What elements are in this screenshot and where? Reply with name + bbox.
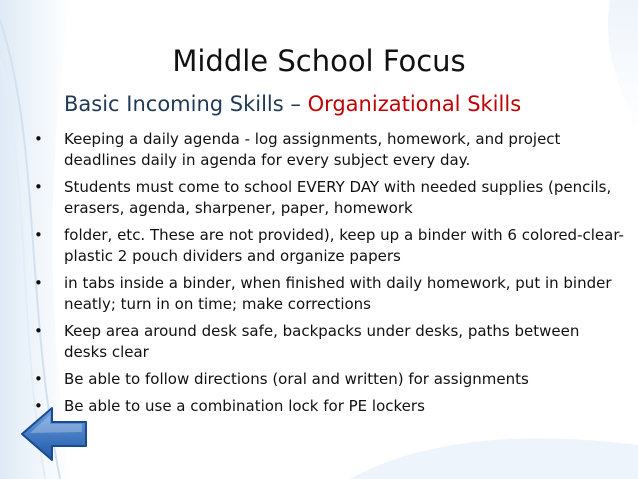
bullet-dot: • [34,397,43,415]
subtitle-accent: Organizational Skills [307,92,522,116]
bullet-dot: • [34,226,43,244]
bullet-item [34,177,624,219]
bullet-text: Students must come to school EVERY DAY with needed supplies (pencils, erasers, agenda, sharpener, paper, homework [64,178,612,217]
bullet-dot: • [34,370,43,388]
bullet-dot: • [34,130,43,148]
bullet-text: Keeping a daily agenda - log assignments, homework, and project deadlines daily in agenda for every subject every day. [64,130,561,169]
bullet-list [34,129,624,423]
bottom-wave-decoration [350,438,638,479]
bullet-text: Keep area around desk safe, backpacks under desks, paths between desks clear [64,322,580,361]
bullet-item [34,396,624,417]
bullet-dot: • [34,274,43,292]
slide-subtitle [64,92,521,116]
bullet-dot: • [34,178,43,196]
bullet-dot: • [34,322,43,340]
bullet-text: Be able to use a combination lock for PE lockers [64,397,425,415]
back-arrow-icon [18,402,90,466]
bullet-text: in tabs inside a binder, when finished with daily homework, put in binder neatly; turn in on time; make corrections [64,274,612,313]
bullet-item [34,273,624,315]
bullet-item [34,321,624,363]
bullet-item [34,369,624,390]
slide-title: Middle School Focus [172,44,466,78]
bullet-item [34,225,624,267]
bullet-text: folder, etc. These are not provided), keep up a binder with 6 colored-clear- plastic 2 pouch dividers and organize papers [64,226,624,265]
back-button[interactable] [18,402,90,466]
bullet-text: Be able to follow directions (oral and written) for assignments [64,370,529,388]
subtitle-main: Basic Incoming Skills – [64,92,308,116]
bullet-item [34,129,624,171]
